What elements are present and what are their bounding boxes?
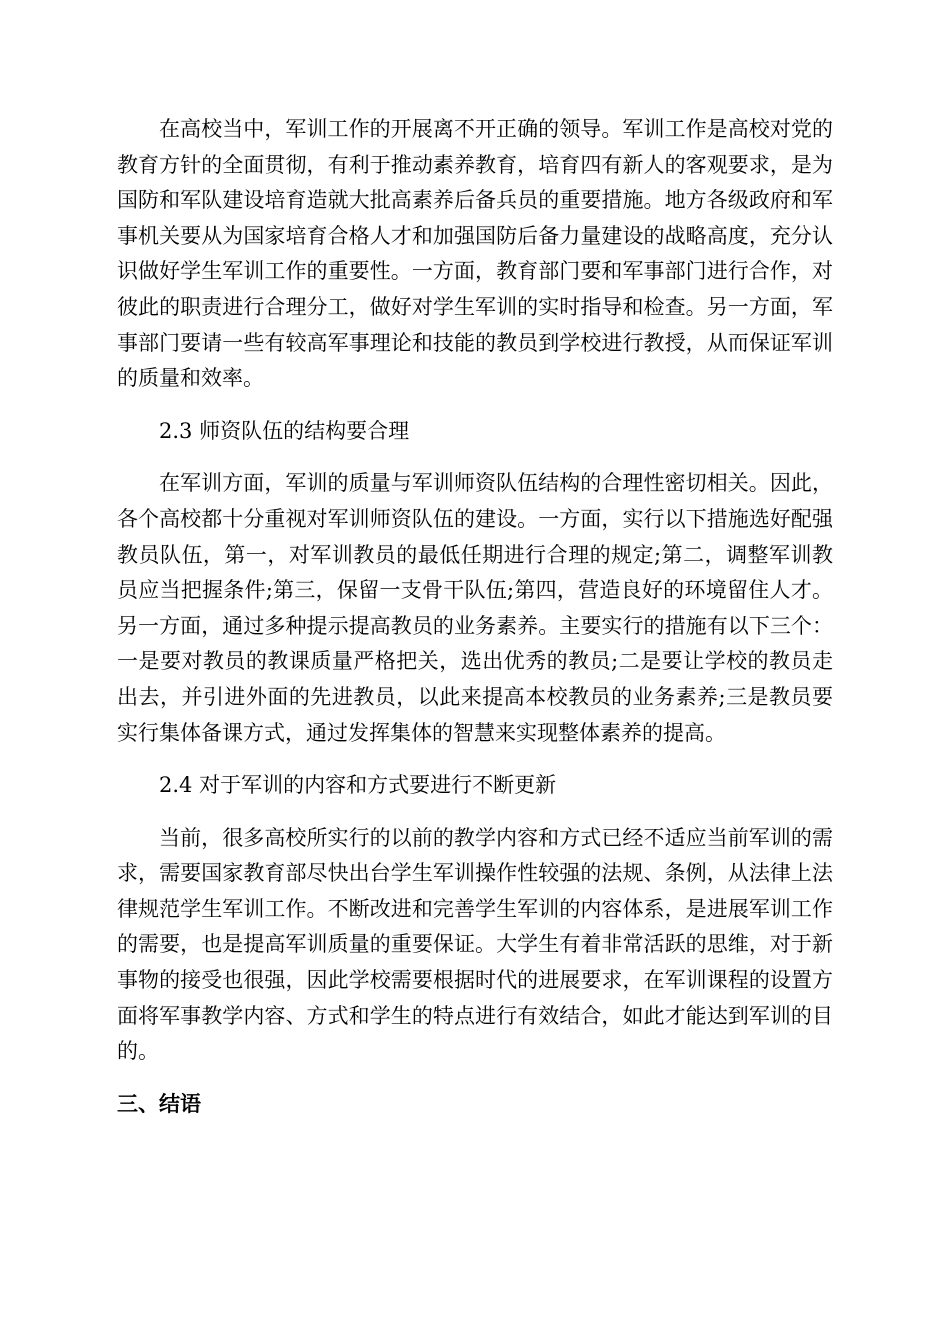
subheading-2-4: 2.4 对于军训的内容和方式要进行不断更新 — [159, 773, 557, 798]
section-heading-conclusion: 三、结语 — [117, 1091, 201, 1116]
document-body — [117, 112, 833, 1122]
paragraph-content-update: 当前，很多高校所实行的以前的教学内容和方式已经不适应当前军训的需求，需要国家教育部尽快出台学生军训操作性较强的法规、条例，从法律上法律规范学生军训工作。不断改进和完善学生军训的内容体系，是进展军训工作的需要，也是提高军训质量的重要保证。大学生有着非常活跃的思维，对于新事物的接受也很强，因此学校需要根据时代的进展要求，在军训课程的设置方面将军事教学内容、方式和学生的特点进行有效结合，如此才能达到军训的目的。 — [117, 825, 833, 1064]
paragraph-teaching-staff: 在军训方面，军训的质量与军训师资队伍结构的合理性密切相关。因此，各个高校都十分重视对军训师资队伍的建设。一方面，实行以下措施选好配强教员队伍，第一，对军训教员的最低任期进行合理的规定;第二，调整军训教员应当把握条件;第三，保留一支骨干队伍;第四，营造良好的环境留住人才。另一方面，通过多种提示提高教员的业务素养。主要实行的措施有以下三个：一是要对教员的教课质量严格把关，选出优秀的教员;二是要让学校的教员走出去，并引进外面的先进教员，以此来提高本校教员的业务素养;三是教员要实行集体备课方式，通过发挥集体的智慧来实现整体素养的提高。 — [117, 471, 833, 745]
subheading-2-3: 2.3 师资队伍的结构要合理 — [159, 418, 410, 443]
paragraph-leadership: 在高校当中，军训工作的开展离不开正确的领导。军训工作是高校对党的教育方针的全面贯彻，有利于推动素养教育，培育四有新人的客观要求，是为国防和军队建设培育造就大批高素养后备兵员的重要措施。地方各级政府和军事机关要从为国家培育合格人才和加强国防后备力量建设的战略高度，充分认识做好学生军训工作的重要性。一方面，教育部门要和军事部门进行合作，对彼此的职责进行合理分工，做好对学生军训的实时指导和检查。另一方面，军事部门要请一些有较高军事理论和技能的教员到学校进行教授，从而保证军训的质量和效率。 — [117, 117, 833, 391]
